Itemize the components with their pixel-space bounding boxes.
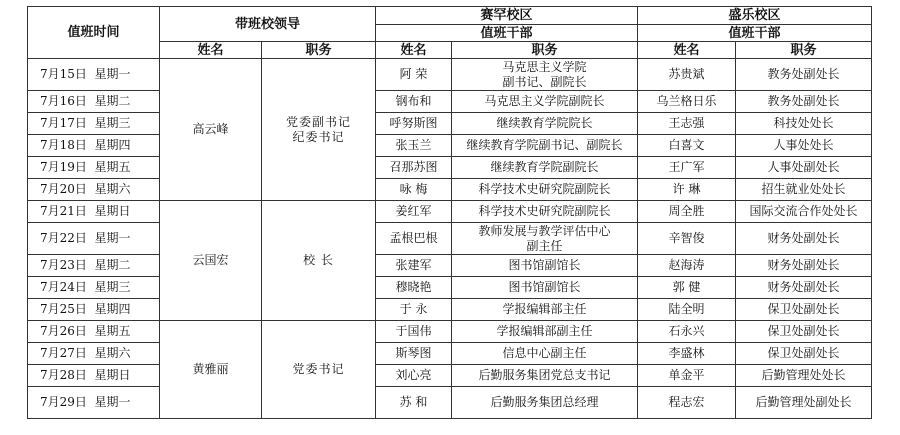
- campus-b-name: 辛智俊: [638, 223, 736, 255]
- duty-date: 7月20日 星期六: [28, 179, 160, 201]
- duty-table: [27, 6, 872, 419]
- duty-date: 7月17日 星期三: [28, 113, 160, 135]
- duty-date: 7月27日 星期六: [28, 343, 160, 365]
- duty-schedule: [27, 6, 872, 419]
- campus-a-position: 后勤服务集团总经理: [452, 387, 638, 419]
- header-campus-a: 赛罕校区: [376, 7, 638, 25]
- campus-b-position: 后勤管理处处长: [736, 365, 872, 387]
- duty-date: 7月29日 星期一: [28, 387, 160, 419]
- campus-a-name: 张玉兰: [376, 135, 452, 157]
- duty-date: 7月21日 星期日: [28, 201, 160, 223]
- campus-b-name: 周全胜: [638, 201, 736, 223]
- campus-a-name: 钢布和: [376, 91, 452, 113]
- campus-b-name: 单金平: [638, 365, 736, 387]
- campus-a-name: 苏 和: [376, 387, 452, 419]
- campus-a-position: 继续教育学院副书记、副院长: [452, 135, 638, 157]
- campus-a-name: 张建军: [376, 255, 452, 277]
- campus-a-position: 信息中心副主任: [452, 343, 638, 365]
- duty-date: 7月22日 星期一: [28, 223, 160, 255]
- header-leader-position: 职务: [262, 42, 376, 59]
- campus-b-position: 保卫处副处长: [736, 321, 872, 343]
- campus-a-name: 刘心亮: [376, 365, 452, 387]
- duty-date: 7月25日 星期四: [28, 299, 160, 321]
- header-b-position: 职务: [736, 42, 872, 59]
- campus-b-name: 苏贵斌: [638, 59, 736, 91]
- campus-b-position: 国际交流合作处处长: [736, 201, 872, 223]
- campus-a-name: 于国伟: [376, 321, 452, 343]
- table-row: [28, 387, 872, 419]
- campus-b-position: 财务处副处长: [736, 255, 872, 277]
- table-row: [28, 343, 872, 365]
- table-row: [28, 365, 872, 387]
- duty-date: 7月24日 星期三: [28, 277, 160, 299]
- campus-a-name: 穆晓艳: [376, 277, 452, 299]
- campus-a-position: 马克思主义学院副院长: [452, 91, 638, 113]
- campus-a-position: 继续教育学院院长: [452, 113, 638, 135]
- campus-b-name: 石永兴: [638, 321, 736, 343]
- campus-b-position: 财务处副处长: [736, 277, 872, 299]
- campus-b-position: 人事处副处长: [736, 157, 872, 179]
- campus-a-name: 咏 梅: [376, 179, 452, 201]
- campus-b-name: 王广军: [638, 157, 736, 179]
- duty-date: 7月28日 星期日: [28, 365, 160, 387]
- campus-b-position: 教务处副处长: [736, 91, 872, 113]
- leader-name: 黄雅丽: [160, 321, 262, 419]
- campus-b-name: 王志强: [638, 113, 736, 135]
- campus-b-name: 白喜文: [638, 135, 736, 157]
- campus-a-position: 科学技术史研究院副院长: [452, 179, 638, 201]
- campus-b-position: 招生就业处处长: [736, 179, 872, 201]
- duty-date: 7月15日 星期一: [28, 59, 160, 91]
- table-row: [28, 179, 872, 201]
- table-row: [28, 277, 872, 299]
- table-row: [28, 223, 872, 255]
- leader-name: 云国宏: [160, 201, 262, 321]
- campus-a-position: 教师发展与教学评估中心 副主任: [452, 223, 638, 255]
- duty-date: 7月26日 星期五: [28, 321, 160, 343]
- duty-date: 7月16日 星期二: [28, 91, 160, 113]
- table-row: [28, 135, 872, 157]
- leader-position: 党委副书记 纪委书记: [262, 59, 376, 201]
- campus-b-name: 程志宏: [638, 387, 736, 419]
- header-a-name: 姓名: [376, 42, 452, 59]
- header-cadre-b: 值班干部: [638, 25, 872, 42]
- table-row: [28, 113, 872, 135]
- table-row: [28, 299, 872, 321]
- campus-b-position: 科技处处长: [736, 113, 872, 135]
- campus-b-position: 教务处副处长: [736, 59, 872, 91]
- duty-date: 7月19日 星期五: [28, 157, 160, 179]
- campus-a-position: 图书馆副馆长: [452, 255, 638, 277]
- leader-position: 校 长: [262, 201, 376, 321]
- campus-a-position: 马克思主义学院 副书记、副院长: [452, 59, 638, 91]
- leader-position: 党委书记: [262, 321, 376, 419]
- duty-date: 7月18日 星期四: [28, 135, 160, 157]
- campus-b-position: 保卫处副处长: [736, 299, 872, 321]
- campus-a-position: 科学技术史研究院副院长: [452, 201, 638, 223]
- campus-b-name: 郭 健: [638, 277, 736, 299]
- campus-b-name: 许 琳: [638, 179, 736, 201]
- campus-a-name: 姜红军: [376, 201, 452, 223]
- campus-b-position: 保卫处副处长: [736, 343, 872, 365]
- campus-a-name: 斯琴图: [376, 343, 452, 365]
- campus-a-name: 呼努斯图: [376, 113, 452, 135]
- campus-b-name: 李盛林: [638, 343, 736, 365]
- header-duty-time: 值班时间: [28, 7, 160, 59]
- table-row: [28, 201, 872, 223]
- campus-a-name: 孟根巴根: [376, 223, 452, 255]
- table-row: [28, 321, 872, 343]
- header-leader-name: 姓名: [160, 42, 262, 59]
- header-cadre-a: 值班干部: [376, 25, 638, 42]
- duty-date: 7月23日 星期二: [28, 255, 160, 277]
- leader-name: 高云峰: [160, 59, 262, 201]
- campus-a-position: 学报编辑部主任: [452, 299, 638, 321]
- header-b-name: 姓名: [638, 42, 736, 59]
- campus-b-name: 赵海涛: [638, 255, 736, 277]
- header-a-position: 职务: [452, 42, 638, 59]
- header-leader-group: 带班校领导: [160, 7, 376, 42]
- header-campus-b: 盛乐校区: [638, 7, 872, 25]
- campus-b-name: 陆全明: [638, 299, 736, 321]
- table-row: [28, 157, 872, 179]
- table-row: [28, 91, 872, 113]
- campus-a-name: 于 永: [376, 299, 452, 321]
- campus-a-name: 召那苏图: [376, 157, 452, 179]
- campus-a-position: 图书馆副馆长: [452, 277, 638, 299]
- table-row: [28, 255, 872, 277]
- table-row: [28, 59, 872, 91]
- campus-a-position: 继续教育学院副院长: [452, 157, 638, 179]
- campus-b-position: 后勤管理处副处长: [736, 387, 872, 419]
- campus-a-name: 阿 荣: [376, 59, 452, 91]
- campus-b-position: 人事处处长: [736, 135, 872, 157]
- campus-b-name: 乌兰格日乐: [638, 91, 736, 113]
- campus-a-position: 学报编辑部副主任: [452, 321, 638, 343]
- campus-b-position: 财务处副处长: [736, 223, 872, 255]
- campus-a-position: 后勤服务集团党总支书记: [452, 365, 638, 387]
